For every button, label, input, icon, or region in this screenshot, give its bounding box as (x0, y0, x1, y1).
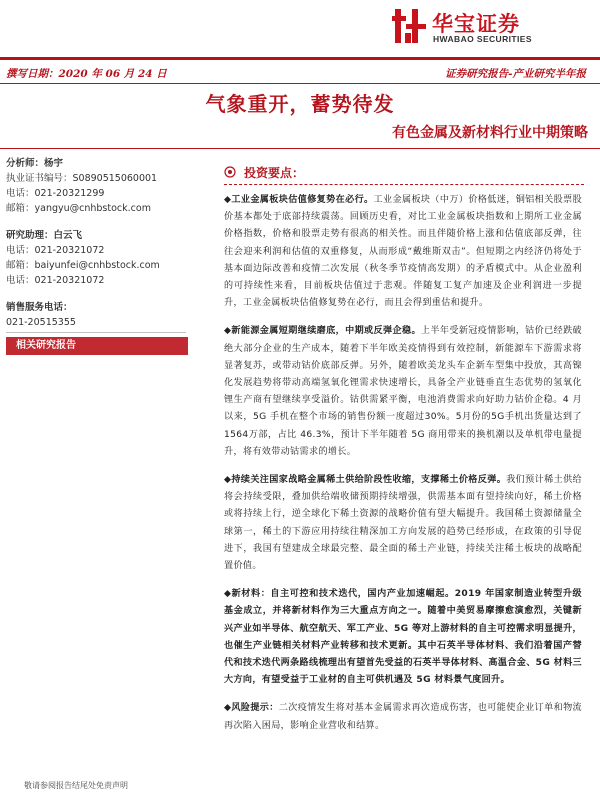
paragraph-text: 上半年受新冠疫情影响，钴价已经跌破绝大部分企业的生产成本，随着下半年欧美疫情得到有效控制，新能源车下游需求将显著复苏，或带动钴价底部反弹。另外，随着欧美龙头车企新车型集中投放，其高镍化发展趋势将带动高端氢氧化锂需求快速增长，具备全产业链垂直生态优势的氢氧化锂生产商有望继续享受溢价。钴供需紧平衡，电池消费需求向好助力钴价企稳。4 月以来，5G 手机在整个市场的销售份额一度超过30%。5月份的5G手机出货量达到了1564万部，占比 46.3%，预计下半年随着 5G 商用带来的换机潮以及单机带电量提升，将有效带动钴需求的增长。 (224, 326, 582, 457)
subtitle-divider (0, 148, 600, 149)
highlights-body (224, 192, 582, 735)
report-subtitle: 有色金属及新材料行业中期策略 (392, 125, 588, 141)
report-date: 撰写日期：2020 年 06 月 24 日 (6, 68, 167, 80)
paragraph-risk (224, 700, 582, 734)
hwabao-logo-icon (392, 9, 428, 43)
analyst-certificate: 执业证书编号：S0890515060001 (6, 173, 158, 184)
analyst-phone: 电话：021-20321299 (6, 188, 105, 199)
paragraph-text: 二次疫情发生将对基本金属需求再次造成伤害，也可能使企业订单和物流再次陷入困局，影响企业营收和结算。 (224, 703, 583, 731)
sales-phone: 021-20515355 (6, 317, 76, 328)
assistant-phone: 电话：021-20321072 (6, 245, 105, 256)
paragraph-industrial-metals (224, 192, 582, 312)
logo-text-en: HWABAO SECURITIES (433, 34, 532, 44)
header-divider (0, 57, 600, 60)
paragraph-lead: ◆工业金属板块估值修复势在必行。 (224, 195, 374, 205)
paragraph-lead: ◆新能源金属短期继续磨底，中期或反弹企稳。 (224, 326, 421, 337)
report-type: 证券研究报告-产业研究半年报 (445, 68, 586, 80)
report-title: 气象重开，蓄势待发 (205, 92, 395, 116)
paragraph-lead: ◆风险提示： (224, 703, 279, 714)
assistant-phone-2: 电话：021-20321072 (6, 275, 105, 286)
paragraph-new-energy-metals (224, 323, 582, 461)
highlights-title: 投资要点： (244, 166, 305, 180)
company-logo (386, 7, 586, 47)
sidebar-divider (6, 332, 186, 333)
assistant-email[interactable]: 邮箱：baiyunfei@cnhbstock.com (6, 260, 160, 271)
paragraph-text: 工业金属板块（中万）价格低迷，铜铝相关股票股价基本都处于底部持续震荡。回顾历史看，对比工业金属板块指数和上期所工业金属价格指数，价格和股票走势有很高的相关性。而且伴随价格上涨和估值底部反弹，往往会迎来利润和估值的双重修复，从而形成“戴维斯双击”。但短期之内经济仍将处于基本面边际改善和疫情二次发展（秋冬季节疫情高发期）的矛盾模式中。从企业盈利的可持续性来看，目前板块估值过于悲观。伴随复工复产加速及企业利润进一步提升，工业金属板块估值修复势在必行，而且会得到重估和提升。 (224, 195, 583, 309)
assistant-name: 研究助理：白云飞 (6, 230, 83, 241)
author-sidebar (6, 156, 196, 355)
paragraph-text: 我们预计稀土供给将会持续受限，叠加供给端收储预期持续增强，供需基本面有望持续向好，稀土价格或将持续上行，逆全球化下稀土资源的战略价值有望大幅提升。我国稀土资源储量全球第一，稀土的下游应用持续往精深加工方向发展的趋势已经形成，在政策的引导促进下，我国有望建成全球最完整、最全面的稀土产业链，持续关注稀土板块的战略配置价值。 (224, 475, 582, 572)
paragraph-text: 2019 年国家制造业转型升级基金成立，并将新材料作为三大重点方向之一。随着中美贸易摩擦愈演愈烈，关键新兴产业如半导体、航空航天、军工产业、5G 等对上游材料的自主可控需求明显提升，也催生产业链相关材料产业转移和技术更新。其中石英半导体材料、我们沿着国产替代和技术迭代两条路线梳理出有望首先受益的石英半导体材料、高温合金、5G 材料三大方向，有望受益于工业材的自主可供机遇及 5G 材料景气度回升。 (224, 589, 582, 686)
related-reports-header[interactable]: 相关研究报告 (6, 337, 188, 355)
paragraph-lead: ◆新材料：自主可控和技术迭代，国内产业加速崛起。 (224, 589, 455, 600)
paragraph-rare-earth (224, 472, 582, 575)
paragraph-lead: ◆持续关注国家战略金属稀土供给阶段性收缩，支撑稀土价格反弹。 (224, 475, 507, 486)
logo-text-cn: 华宝证券 (432, 12, 520, 36)
sales-label: 销售服务电话： (6, 302, 73, 313)
highlights-heading (224, 164, 584, 185)
paragraph-new-materials (224, 586, 582, 689)
target-icon (224, 166, 236, 178)
analyst-email[interactable]: 邮箱：yangyu@cnhbstock.com (6, 203, 151, 214)
analyst-name: 分析师：杨宇 (6, 158, 64, 169)
header-thin-divider (0, 83, 600, 84)
disclaimer-footer: 敬请参阅报告结尾处免责声明 (24, 781, 128, 790)
